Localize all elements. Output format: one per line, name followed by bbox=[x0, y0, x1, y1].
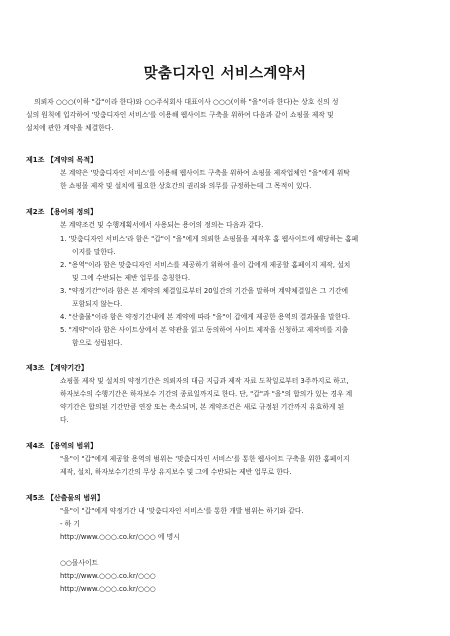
article-3-line: 약기간은 합의된 기간만큼 연장 또는 축소되며, 본 계약조건은 새로 규정된 기간까지 유효하게 된 bbox=[60, 403, 345, 411]
article-3-line: 다. bbox=[60, 416, 69, 424]
article-2-intro: 본 계약조건 및 수행계획서에서 사용되는 용어의 정의는 다음과 같다. bbox=[60, 221, 264, 229]
definition-item: 포함되지 않는다. bbox=[72, 300, 123, 308]
preamble-line: 실의 원칙에 입각하여 '맞춤디자인 서비스'를 이용해 웹사이트 구축을 위하여 다음과 같이 쇼핑몰 제작 및 bbox=[26, 111, 334, 119]
definition-item: 3. "약정기간"이라 함은 본 계약의 체결일로부터 20일간의 기간을 말하며 계약체결일은 그 기간에 bbox=[60, 287, 349, 295]
article-1-heading: 제1조 【계약의 목적】 bbox=[26, 156, 98, 164]
article-1-line: 한 쇼핑몰 제작 및 설치에 필요한 상호간의 권리와 의무를 규정하는데 그 목적이 있다. bbox=[60, 182, 312, 190]
preamble-line: 의뢰자 ○○○(이하 "갑"이라 한다)와 ○○주식회사 대표이사 ○○○(이하 "을"이라 한다)는 상호 신의 성 bbox=[34, 98, 339, 106]
article-3-line: 하자보수의 수행기간은 하자보수 기간의 종료일까지로 한다. 단, "갑"과 "을"의 합의가 있는 경우 계 bbox=[60, 390, 353, 398]
article-5-intro: "을"이 "갑"에게 약정기간 내 '맞춤디자인 서비스'를 통한 개발 범위는 하기와 같다. bbox=[60, 507, 304, 515]
list-label: - 하 기 bbox=[60, 520, 80, 528]
article-3-line: 쇼핑몰 제작 및 설치의 약정기간은 의뢰자의 대금 지급과 제작 자료 도착일로부터 3주까지로 하고, bbox=[60, 377, 349, 385]
definition-item: 및 그에 수반되는 제반 업무를 총칭한다. bbox=[72, 274, 191, 282]
definition-item: 4. "산출물"이라 함은 약정기간내에 본 계약에 따라 "을"이 갑에게 제공한 용역의 결과물을 말한다. bbox=[60, 313, 351, 321]
definition-item: 1. '맞춤디자인 서비스'라 함은 "갑"이 "을"에게 의뢰한 쇼핑몰을 제작후 홈 웹사이트에 해당하는 홈페 bbox=[60, 235, 359, 243]
site-url: http://www.○○○.co.kr/○○○ bbox=[60, 572, 156, 580]
site-url: http://www.○○○.co.kr/○○○ bbox=[60, 585, 156, 593]
definition-item: 함으로 성립된다. bbox=[72, 339, 123, 347]
article-4-line: 제작, 설치, 하자보수기간의 무상 유지보수 및 그에 수반되는 제반 업무로 한다. bbox=[60, 468, 292, 476]
article-4-line: "을"이 "갑"에게 제공할 용역의 범위는 '맞춤디자인 서비스'를 통한 웹사이트 구축을 위한 홈페이지 bbox=[60, 455, 350, 463]
definition-item: 2. "용역"이라 함은 맞춤디자인 서비스를 제공하기 위하여 을이 갑에게 제공할 홈페이지 제작, 설치 bbox=[60, 261, 351, 269]
article-5-heading: 제5조 【산출물의 범위】 bbox=[26, 494, 104, 502]
url-main: http://www.○○○.co.kr/○○○ 에 명시 bbox=[60, 533, 180, 541]
preamble-line: 설치에 관한 계약을 체결한다. bbox=[26, 124, 114, 132]
article-3-heading: 제3조 【계약기간】 bbox=[26, 364, 88, 372]
article-4-heading: 제4조 【용역의 범위】 bbox=[26, 442, 98, 450]
definition-item: 5. "계약"이라 함은 사이트상에서 본 약관을 읽고 동의하여 사이트 제작을 신청하고 제작비를 지출 bbox=[60, 326, 349, 334]
document-title: 맞춤디자인 서비스계약서 bbox=[143, 66, 307, 82]
article-1-line: 본 계약은 '맞춤디자인 서비스'를 이용해 웹사이트 구축을 위하여 쇼핑몰 제작업체인 "을"에게 위탁 bbox=[60, 169, 350, 177]
site-name: ○○몰사이트 bbox=[60, 559, 99, 567]
definition-item: 이지를 말한다. bbox=[72, 248, 116, 256]
article-2-heading: 제2조 【용어의 정의】 bbox=[26, 208, 98, 216]
